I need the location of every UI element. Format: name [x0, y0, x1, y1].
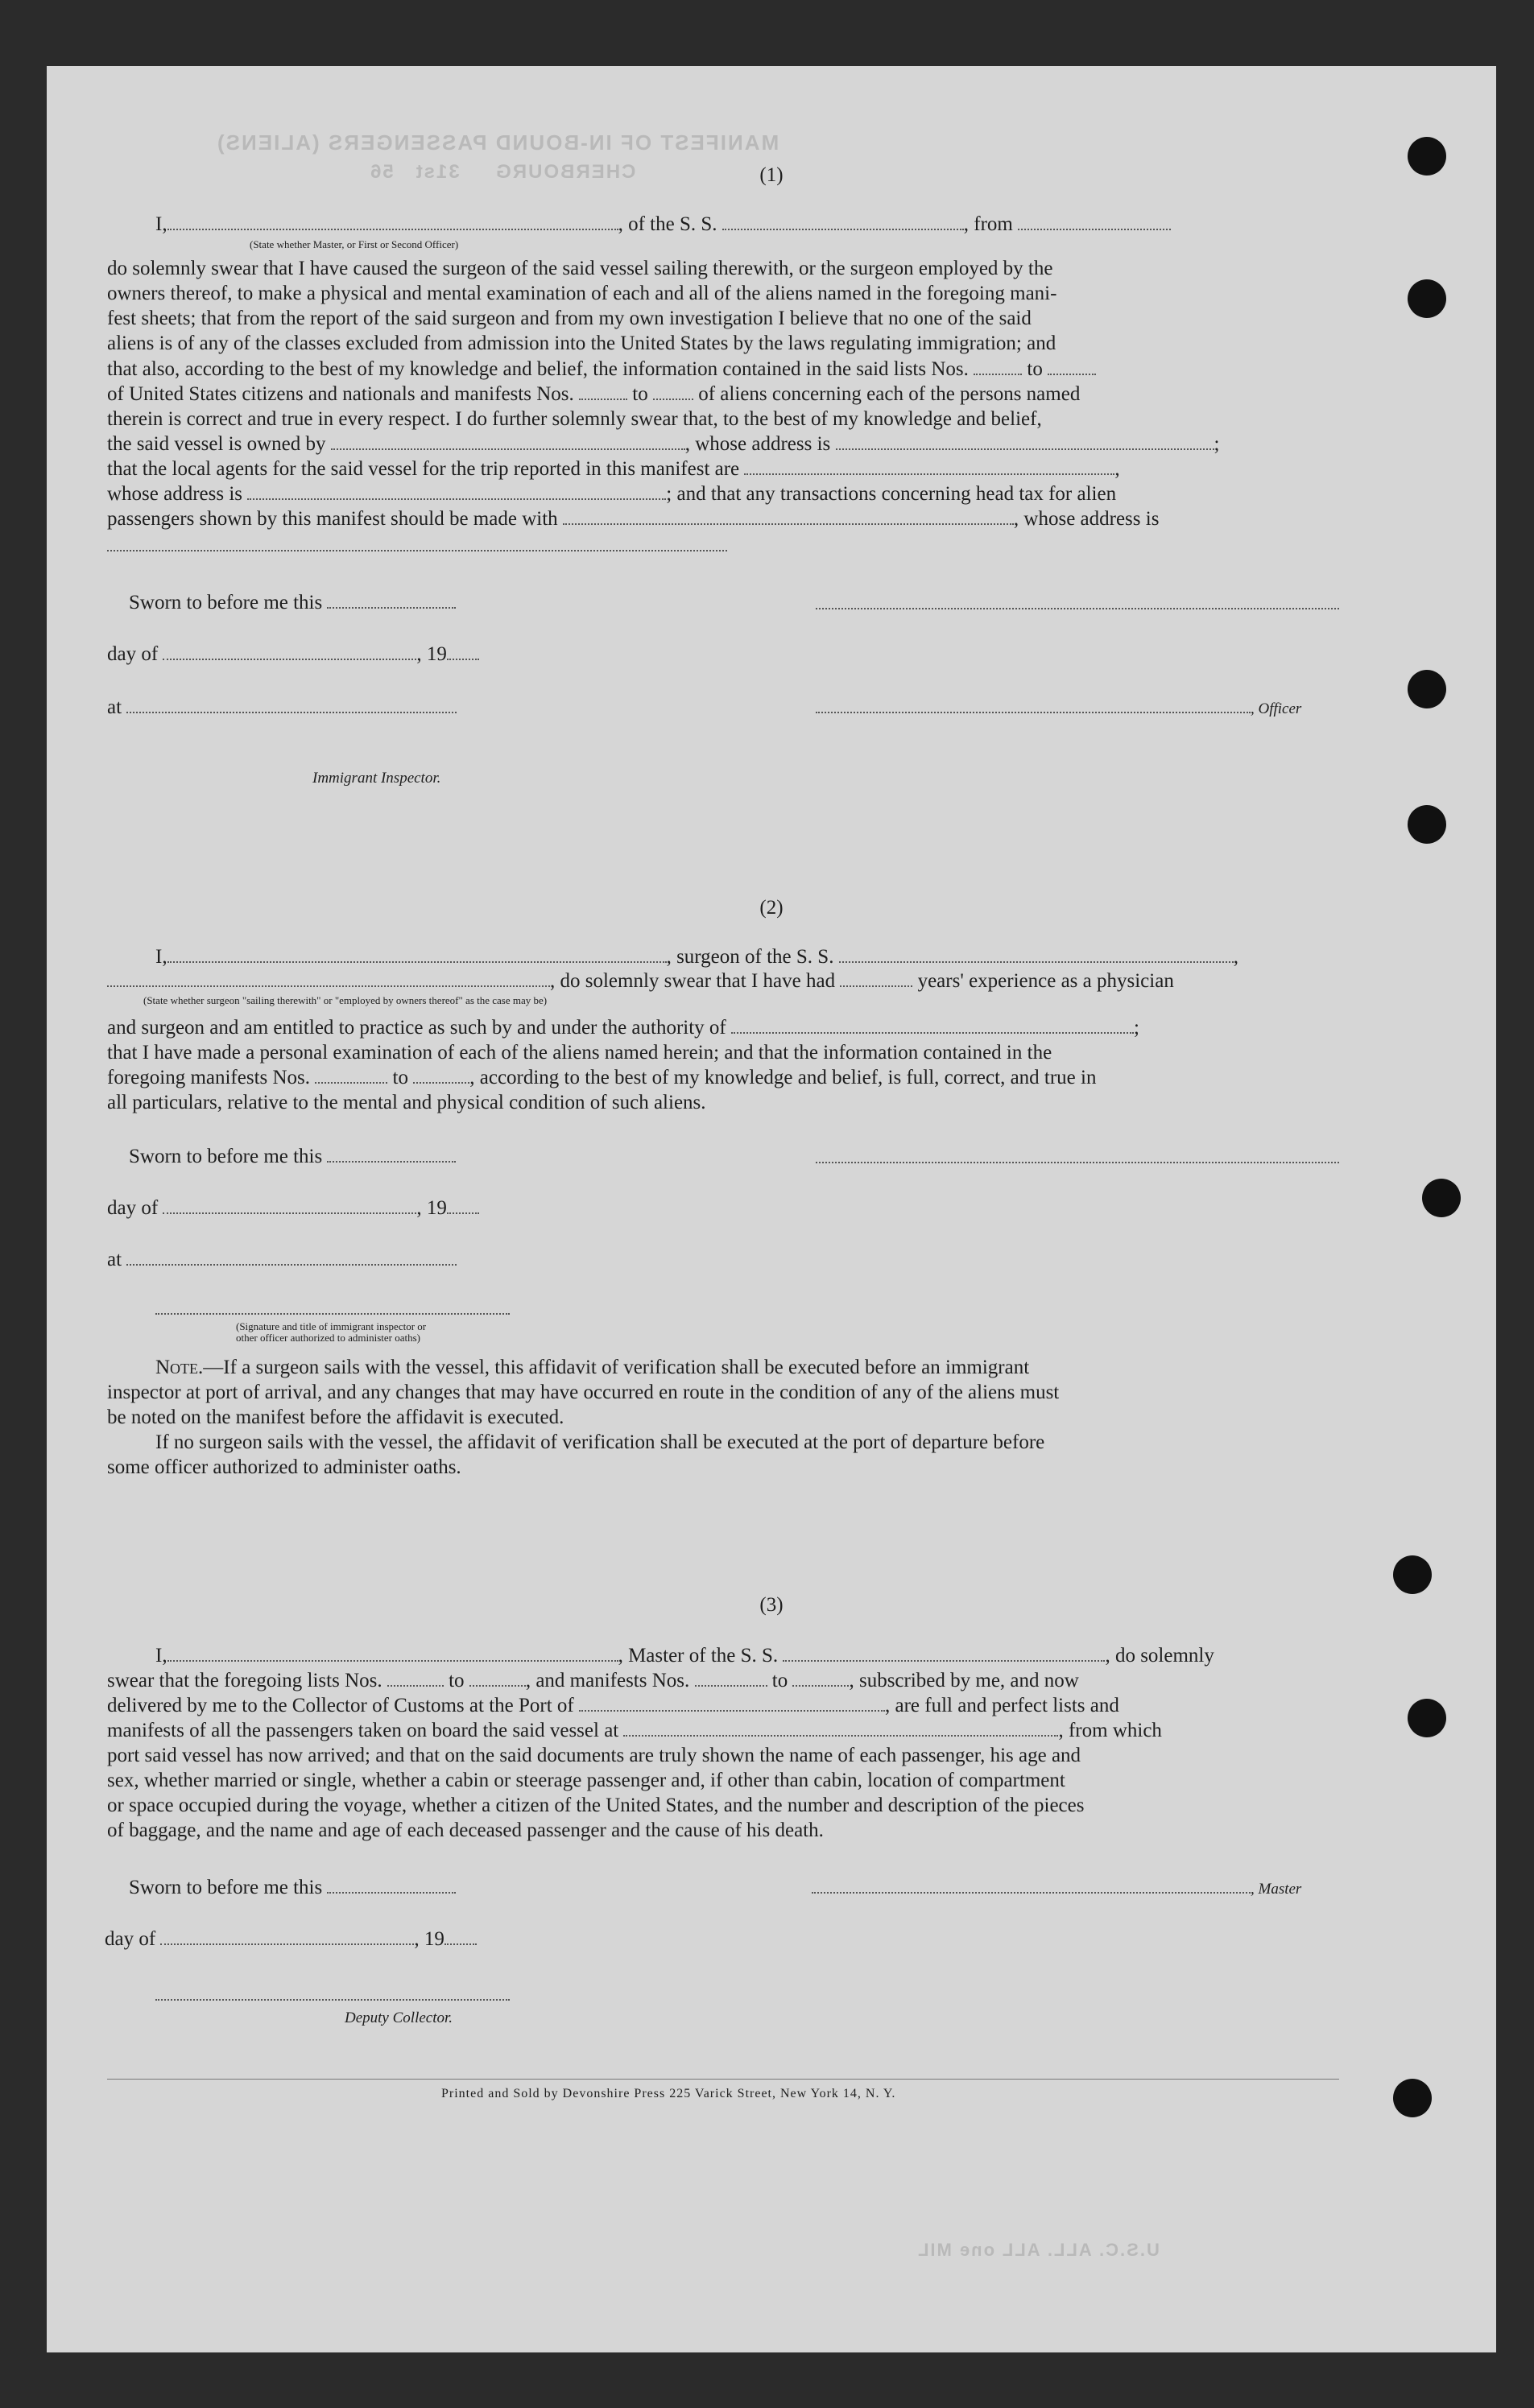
note-line: Note.—If a surgeon sails with the vessel, this affidavit of verification shall be executed before an immigrant: [155, 1357, 1030, 1378]
lists-manifests-line: swear that the foregoing lists Nos. to , and manifests Nos. to , subscribed by me, and now: [107, 1670, 1079, 1691]
manifests-from-blank[interactable]: [315, 1066, 387, 1084]
agents-line: that the local agents for the said vessel for the trip reported in this manifest are ,: [107, 458, 1120, 480]
foregoing-manifests-line: foregoing manifests Nos. to , according to the best of my knowledge and belief, is full, correct, and true in: [107, 1067, 1097, 1088]
lists-to-blank[interactable]: [469, 1669, 526, 1687]
oath-line: therein is correct and true in every respect. I do further solemnly swear that, to the best of my knowledge and belief,: [107, 408, 1042, 430]
place-blank[interactable]: [126, 1248, 457, 1266]
deputy-collector-label: Deputy Collector.: [345, 2009, 453, 2026]
oath-paragraph: [107, 256, 1339, 356]
day-of-line: day of , 19: [105, 1927, 477, 1952]
punch-hole: [1408, 670, 1446, 708]
bleed-through-text: CHERBOURG 31st 56: [369, 161, 636, 183]
experience-line: , do solemnly swear that I have had years' experience as a physician: [107, 969, 1174, 993]
entitled-line: and surgeon and am entitled to practice as such by and under the authority of ;: [107, 1017, 1139, 1039]
contact-address-blank[interactable]: [107, 549, 727, 551]
manifests-from-blank[interactable]: [695, 1669, 767, 1687]
signature-note: (Signature and title of immigrant inspector or: [236, 1320, 427, 1332]
surgeon-status-blank[interactable]: [107, 969, 550, 987]
note-line: inspector at port of arrival, and any changes that may have occurred en route in the condition of any of the aliens must: [107, 1382, 1060, 1403]
officer-note: (State whether Master, or First or Second Officer): [250, 238, 459, 250]
punch-hole: [1408, 279, 1446, 318]
lists-line: that also, according to the best of my knowledge and belief, the information contained in the said lists Nos. to: [107, 357, 1096, 382]
master-signature-line: , Master: [812, 1876, 1301, 1902]
master-name-blank[interactable]: [167, 1644, 618, 1662]
sworn-label: Sworn to before me this: [129, 591, 456, 615]
declaration-line: or space occupied during the voyage, whether a citizen of the United States, and the number and description of the pieces: [107, 1795, 1085, 1816]
officer-signature-blank-top[interactable]: [816, 607, 1339, 609]
at-line: at: [107, 1248, 457, 1272]
surgeon-vessel-blank[interactable]: [839, 945, 1234, 963]
years-blank[interactable]: [840, 969, 912, 987]
vessel-name-blank[interactable]: [722, 213, 964, 230]
footer-divider: [107, 2079, 1339, 2080]
master-signature-blank[interactable]: [812, 1876, 1251, 1894]
surgeon-name-blank[interactable]: [167, 945, 667, 963]
particulars-line: all particulars, relative to the mental and physical condition of such aliens.: [107, 1092, 706, 1113]
officer-line: , Officer: [816, 696, 1301, 721]
officer-signature-blank[interactable]: [816, 696, 1251, 713]
year-blank[interactable]: [447, 1196, 479, 1214]
punch-hole: [1408, 805, 1446, 844]
declaration-line: port said vessel has now arrived; and that on the said documents are truly shown the name of each passenger, his age and: [107, 1745, 1081, 1766]
month-blank[interactable]: [163, 1196, 416, 1214]
surgeon-line: I, , surgeon of the S. S. ,: [155, 946, 1238, 968]
master-name-blank[interactable]: [167, 213, 618, 230]
form-page: [47, 66, 1496, 2352]
place-blank[interactable]: [126, 696, 457, 713]
punch-hole: [1422, 1179, 1461, 1217]
month-blank[interactable]: [160, 1927, 414, 1945]
manifests-from-blank[interactable]: [579, 382, 627, 400]
manifests-to-blank[interactable]: [792, 1669, 849, 1687]
surgeon-signature-blank[interactable]: [816, 1161, 1339, 1163]
manifests-to-blank[interactable]: [413, 1066, 469, 1084]
note-line: If no surgeon sails with the vessel, the affidavit of verification shall be executed at the port of departure before: [155, 1431, 1045, 1453]
deputy-signature-blank[interactable]: [155, 1998, 510, 2001]
section-number: (1): [759, 164, 784, 186]
master-vessel-blank[interactable]: [783, 1644, 1105, 1662]
sworn-date-blank[interactable]: [327, 1876, 456, 1894]
agents-address-blank[interactable]: [247, 482, 666, 500]
authority-blank[interactable]: [731, 1016, 1134, 1034]
section-number: (2): [759, 897, 784, 919]
embarkation-port-blank[interactable]: [623, 1719, 1058, 1737]
agents-blank[interactable]: [744, 457, 1114, 475]
section-number: (3): [759, 1594, 784, 1616]
sworn-date-blank[interactable]: [327, 1145, 456, 1163]
at-line: at: [107, 696, 457, 720]
from-label: , from: [963, 213, 1013, 235]
port-blank[interactable]: [579, 1694, 885, 1712]
master-line: I, , Master of the S. S. , do solemnly: [155, 1645, 1214, 1667]
oath-line: fest sheets; that from the report of the said surgeon and from my own investigation I believe that no one of the said: [107, 308, 1032, 329]
port-blank[interactable]: [1018, 213, 1171, 230]
bleed-through-text: MANIFEST OF IN-BOUND PASSENGERS (ALIENS): [216, 130, 779, 155]
note-line: be noted on the manifest before the affidavit is executed.: [107, 1406, 564, 1428]
lists-to-blank[interactable]: [1048, 357, 1096, 375]
affiant-line: [155, 213, 1171, 237]
manifests-line: of United States citizens and nationals and manifests Nos. to of aliens concerning each of the persons named: [107, 383, 1081, 405]
owner-blank[interactable]: [331, 432, 685, 450]
of-the-ss-label: , of the S. S.: [618, 213, 717, 235]
oath-line: aliens is of any of the classes excluded from admission into the United States by the laws regulating immigration; and: [107, 332, 1056, 354]
punch-hole: [1393, 1555, 1432, 1594]
punch-hole: [1408, 1699, 1446, 1737]
oath-line: owners thereof, to make a physical and mental examination of each and all of the aliens named in the foregoing mani-: [107, 283, 1057, 304]
owner-address-blank[interactable]: [836, 432, 1214, 450]
sworn-label: Sworn to before me this: [129, 1145, 456, 1169]
oath-line: do solemnly swear that I have caused the surgeon of the said vessel sailing therewith, or the surgeon employed by the: [107, 258, 1053, 279]
head-tax-contact-blank[interactable]: [563, 507, 1014, 525]
day-of-line: day of , 19: [107, 1196, 479, 1221]
manifests-to-blank[interactable]: [653, 382, 693, 400]
surgeon-note: (State whether surgeon "sailing therewith" or "employed by owners thereof" as the case may be): [143, 994, 548, 1006]
signature-note: other officer authorized to administer oaths): [236, 1332, 420, 1344]
bleed-through-text: U.S.C. ALL. ALL one MIL: [916, 2240, 1160, 2260]
lists-from-blank[interactable]: [974, 357, 1022, 375]
passengers-line: passengers shown by this manifest should be made with , whose address is: [107, 508, 1160, 530]
owned-by-line: the said vessel is owned by , whose address is ;: [107, 433, 1220, 455]
delivered-line: delivered by me to the Collector of Customs at the Port of , are full and perfect lists and: [107, 1695, 1119, 1716]
punch-hole: [1393, 2079, 1432, 2117]
sworn-label: Sworn to before me this: [129, 1876, 456, 1900]
lists-from-blank[interactable]: [387, 1669, 444, 1687]
declaration-line: of baggage, and the name and age of each deceased passenger and the cause of his death.: [107, 1819, 824, 1841]
note-line: some officer authorized to administer oaths.: [107, 1456, 461, 1478]
year-blank[interactable]: [447, 642, 479, 660]
inspector-signature-blank[interactable]: [155, 1312, 510, 1315]
month-blank[interactable]: [163, 642, 416, 660]
declaration-line: sex, whether married or single, whether a cabin or steerage passenger and, if other than cabin, location of compartment: [107, 1770, 1065, 1791]
day-of-line: day of , 19: [107, 642, 479, 667]
i-label: I,: [155, 213, 167, 235]
exam-line: that I have made a personal examination of each of the aliens named herein; and that the information contained in the: [107, 1042, 1052, 1064]
printer-credit: Printed and Sold by Devonshire Press 225 Varick Street, New York 14, N. Y.: [441, 2087, 896, 2100]
year-blank[interactable]: [444, 1927, 477, 1945]
manifests-all-line: manifests of all the passengers taken on board the said vessel at , from which: [107, 1720, 1162, 1741]
agents-address-line: whose address is ; and that any transactions concerning head tax for alien: [107, 483, 1117, 505]
immigrant-inspector-label: Immigrant Inspector.: [312, 770, 441, 787]
sworn-date-blank[interactable]: [327, 591, 456, 609]
